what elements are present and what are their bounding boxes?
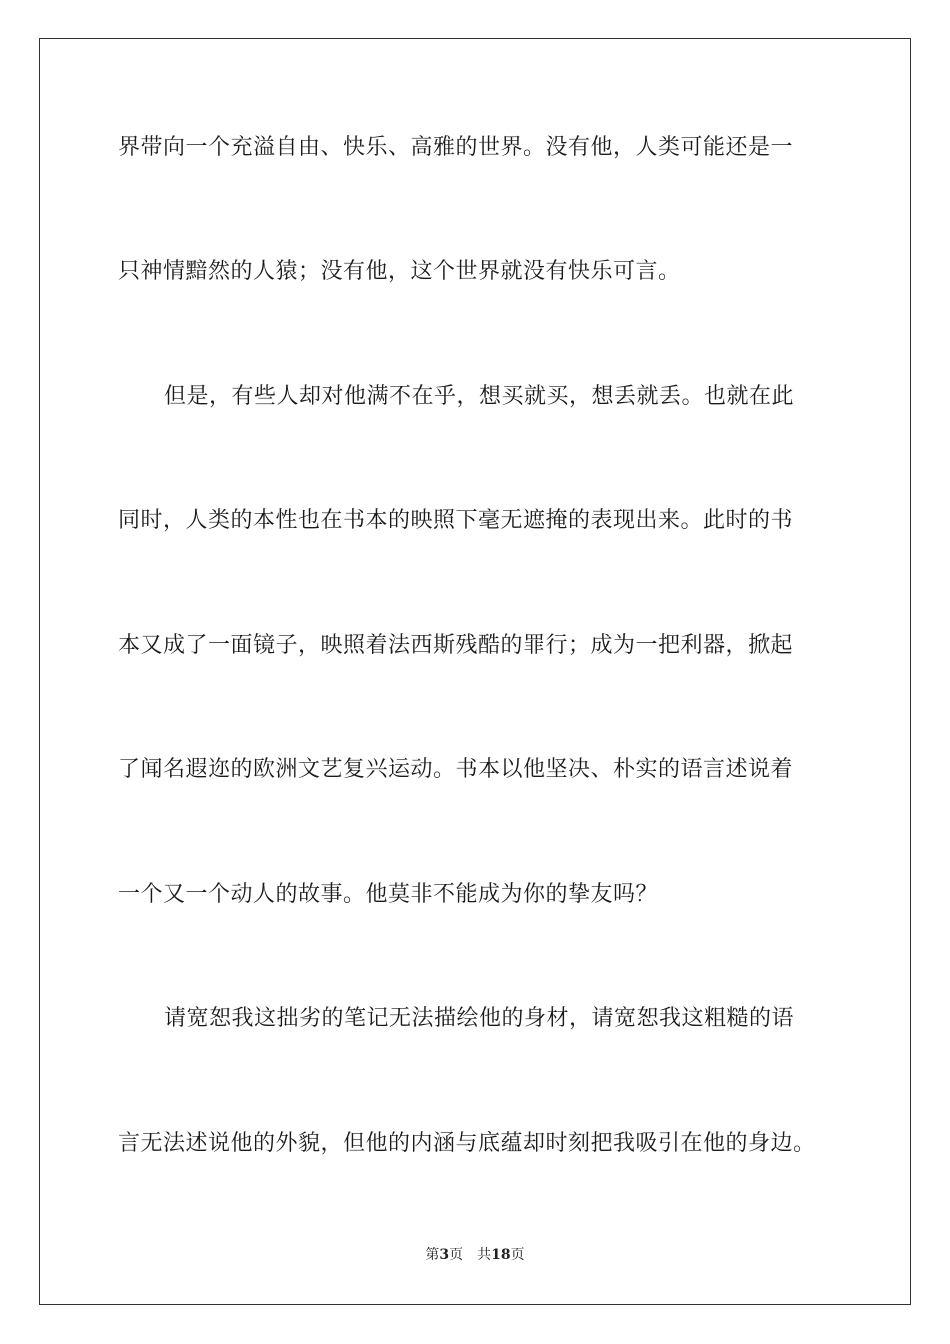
text-line: 了闻名遐迩的欧洲文艺复兴运动。书本以他坚决、朴实的语言述说着 — [118, 757, 794, 782]
text-line: 言无法述说他的外貌，但他的内涵与底蕴却时刻把我吸引在他的身边。 — [118, 1131, 816, 1156]
paragraph-start-line: 但是，有些人却对他满不在乎，想买就买，想丢就丢。也就在此 — [164, 384, 795, 409]
text-line: 本又成了一面镜子，映照着法西斯残酷的罪行；成为一把利器，掀起 — [118, 633, 794, 658]
page-suffix: 页 — [449, 1247, 464, 1263]
text-line: 界带向一个充溢自由、快乐、高雅的世界。没有他，人类可能还是一 — [118, 135, 794, 160]
paragraph-start-line: 请宽恕我这拙劣的笔记无法描绘他的身材，请宽恕我这粗糙的语 — [164, 1006, 795, 1031]
page-footer — [0, 1245, 950, 1265]
page-number: 3 — [439, 1247, 450, 1263]
page-prefix: 第 — [425, 1247, 440, 1263]
text-line: 一个又一个动人的故事。他莫非不能成为你的挚友吗？ — [118, 882, 659, 907]
text-line: 同时，人类的本性也在书本的映照下毫无遮掩的表现出来。此时的书 — [118, 508, 794, 533]
total-suffix: 页 — [510, 1247, 525, 1263]
total-prefix: 共 — [477, 1247, 492, 1263]
total-pages: 18 — [491, 1247, 511, 1263]
page-border — [39, 38, 911, 1305]
text-line: 只神情黯然的人猿；没有他，这个世界就没有快乐可言。 — [118, 259, 681, 284]
